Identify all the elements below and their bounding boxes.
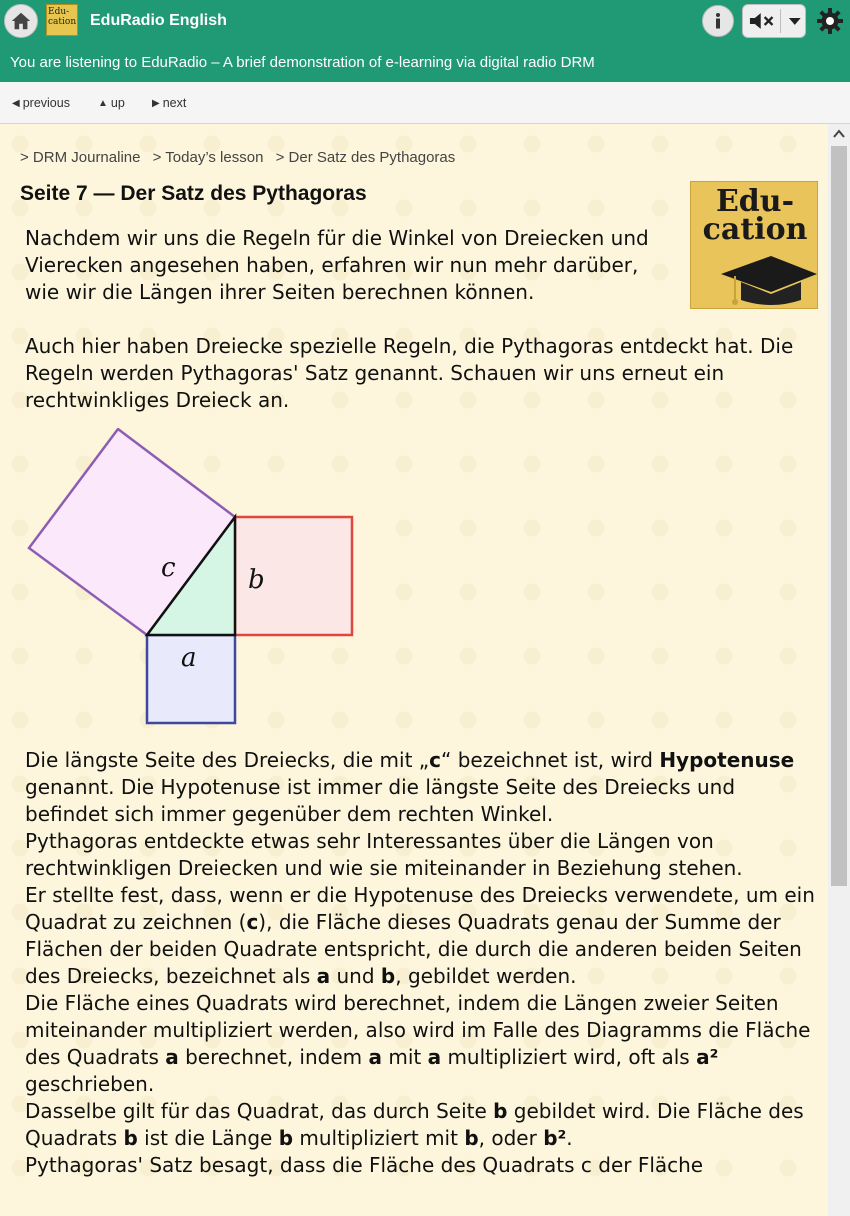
education-logo (690, 181, 818, 309)
gear-icon (816, 7, 844, 35)
theorem-paragraph: Er stellte fest, dass, wenn er die Hypotenuse des Dreiecks verwendete, um ein Quadrat zu zeichnen (c), die Fläche dieses Quadrats genau der Summe der Flächen der beiden Quadrate entspricht, die durch die anderen beiden Seiten des Dreiecks, bezeichnet als a und b, gebildet werden. (25, 883, 815, 988)
area-b-paragraph: Dasselbe gilt für das Quadrat, das durch Seite b gebildet wird. Die Fläche des Quadrats b ist die Länge b multipliziert mit b, oder b². (25, 1099, 804, 1150)
next-button[interactable] (152, 96, 186, 110)
discovery-paragraph: Pythagoras entdeckte etwas sehr Interessantes über die Längen von rechtwinkligen Dreiecken und wie sie miteinander in Beziehung stehen. (25, 829, 743, 880)
volume-control[interactable] (742, 4, 806, 38)
intro-paragraph: Nachdem wir uns die Regeln für die Winkel von Dreiecken und Vierecken angesehen haben, erfahren wir nun mehr darüber, wie wir die Längen ihrer Seiten berechnen können. (25, 226, 649, 304)
speaker-muted-icon (747, 9, 776, 33)
breadcrumb-item[interactable]: > Der Satz des Pythagoras (275, 149, 456, 166)
vertical-scrollbar[interactable] (828, 124, 850, 1216)
app-logo: Edu-cation (46, 4, 78, 36)
home-icon (10, 10, 32, 32)
breadcrumb-item[interactable]: > Today’s lesson (152, 149, 264, 166)
label-a: a (181, 643, 197, 673)
hypotenuse-paragraph: Die längste Seite des Dreiecks, die mit „c“ bezeichnet ist, wird Hypotenuse genannt. Die Hypotenuse ist immer die längste Seite des Dreiecks und befindet sich immer gegenüber dem rechten Winkel. (25, 748, 795, 826)
triangle-left-icon: ◀ (12, 97, 20, 109)
previous-label: previous (22, 96, 70, 110)
previous-button[interactable] (12, 96, 70, 110)
info-icon (708, 11, 728, 31)
rules-paragraph: Auch hier haben Dreiecke spezielle Regeln, die Pythagoras entdeckt hat. Die Regeln werden Pythagoras' Satz genannt. Schauen wir uns erneut ein rechtwinkliges Dreieck an. (25, 334, 794, 412)
label-c: c (161, 553, 176, 583)
status-subtitle: You are listening to EduRadio – A brief demonstration of e-learning via digital radio DRM (0, 44, 850, 82)
settings-button[interactable] (814, 5, 846, 37)
logo-line-2: cation (702, 212, 808, 247)
label-b: b (248, 565, 265, 595)
logo-line-1: Edu- (715, 184, 795, 219)
scroll-thumb[interactable] (831, 146, 847, 886)
home-button[interactable] (4, 4, 38, 38)
nav-bar (0, 82, 850, 124)
up-label: up (110, 96, 125, 110)
app-header (0, 0, 850, 44)
explanation-text (25, 747, 815, 1179)
graduation-cap-icon (691, 182, 818, 309)
lesson-content (0, 124, 828, 1216)
info-button[interactable] (702, 5, 734, 37)
breadcrumb (20, 149, 463, 166)
next-label: next (162, 96, 187, 110)
pythagoras-diagram (26, 428, 356, 728)
area-a-paragraph: Die Fläche eines Quadrats wird berechnet, indem die Längen zweier Seiten miteinander multipliziert werden, also wird im Falle des Diagramms die Fläche des Quadrats a berechnet, indem a mit a multipliziert wird, oft als a² geschrieben. (25, 991, 811, 1096)
chevron-down-icon[interactable] (785, 11, 805, 31)
scroll-up-button[interactable] (831, 126, 847, 142)
up-button[interactable] (98, 96, 125, 110)
triangle-right-icon: ▶ (152, 97, 160, 109)
app-title: EduRadio English (90, 12, 227, 29)
statement-paragraph: Pythagoras' Satz besagt, dass die Fläche des Quadrats c der Fläche (25, 1153, 704, 1177)
page-title: Seite 7 — Der Satz des Pythagoras (20, 182, 367, 205)
chevron-up-icon (833, 129, 845, 139)
breadcrumb-item[interactable]: > DRM Journaline (20, 149, 141, 166)
triangle-up-icon: ▲ (98, 97, 108, 109)
